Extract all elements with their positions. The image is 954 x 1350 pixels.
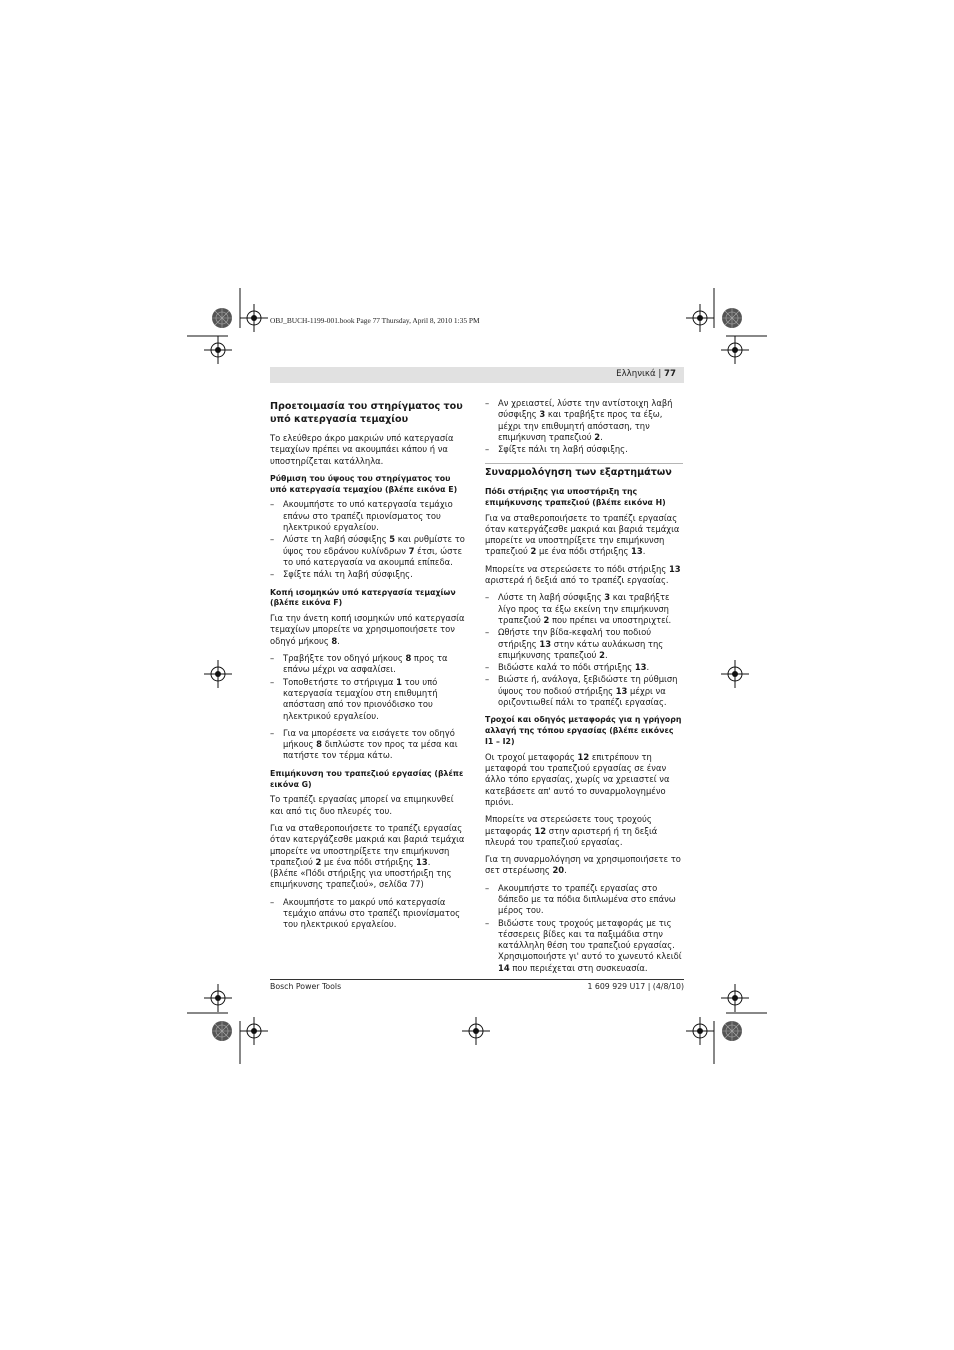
page-header <box>270 367 684 383</box>
header-separator: | <box>658 369 662 379</box>
paragraph: Μπορείτε να στερεώσετε το πόδι στήριξης 13 αριστερά ή δεξιά από το τραπέζι εργασίας. <box>485 563 681 586</box>
paragraph: Οι τροχοί μεταφοράς 12 επιτρέπουν τη μεταφορά του τραπεζιού εργασίας σε έναν άλλο τόπο εργασίας, χωρίς να χρειαστεί να κατεβάσετε απ' αυτό το συναρμολογημένο πριόνι. <box>485 751 670 807</box>
list-item: – Λύστε τη λαβή σύσφιξης 5 και ρυθμίστε το ύψος του εδράνου κυλίνδρων 7 έτσι, ώστε το υπό κατεργασία να ακουμπά επίπεδα. <box>270 534 468 568</box>
print-info: OBJ_BUCH-1199-001.book Page 77 Thursday, April 8, 2010 1:35 PM <box>270 316 480 325</box>
subsection-title: Πόδι στήριξης για υποστήριξη της επιμήκυνσης τραπεζιού (βλέπε εικόνα H) <box>485 486 666 507</box>
paragraph: Μπορείτε να στερεώσετε τους τροχούς μεταφοράς 12 στην αριστερή ή τη δεξιά πλευρά του τραπεζιού εργασίας. <box>485 814 658 847</box>
list-item: – Ωθήστε την βίδα-κεφαλή του ποδιού στήριξης 13 στην κάτω αυλάκωση της επιμήκυνσης τραπεζιού 2. <box>485 627 683 661</box>
subsection-title: Επιμήκυνση του τραπεζιού εργασίας (βλέπε εικόνα G) <box>270 768 464 789</box>
bullet-list <box>485 883 683 974</box>
right-column <box>485 398 683 980</box>
list-item: – Βιδώστε τους τροχούς μεταφοράς με τις τέσσερεις βίδες και τα παξιμάδια στην κατάλληλη θέση του τραπεζιού εργασίας. Χρησιμοποιήστε γι' αυτό το χωνευτό κλειδί 14 που περιέχεται στη συσκευασία. <box>485 918 683 974</box>
list-item: – Βιώστε ή, ανάλογα, ξεβιδώστε τη ρύθμιση ύψους του ποδιού στήριξης 13 μέχρι να οριζοντιωθεί πάλι το τραπέζι εργασίας. <box>485 674 683 708</box>
subsection-title: Τροχοί και οδηγός μεταφοράς για η γρήγορη αλλαγή της τόπου εργασίας (βλέπε εικόνες I1 – I2) <box>485 715 682 746</box>
list-item: – Σφίξτε πάλι τη λαβή σύσφιξης. <box>485 444 683 455</box>
subsection-title: Ρύθμιση του ύψους του στηρίγματος του υπό κατεργασία τεμαχίου (βλέπε εικόνα E) <box>270 473 458 494</box>
header-text <box>616 369 676 379</box>
paragraph: Το ελεύθερο άκρο μακριών υπό κατεργασία τεμαχίων πρέπει να ακουμπάει κάπου ή να υποστηρίζεται κατάλληλα. <box>270 433 454 466</box>
list-item: – Τραβήξτε τον οδηγό μήκους 8 προς τα επάνω μέχρι να ασφαλίσει. <box>270 653 468 676</box>
section-title: Προετοιμασία του στηρίγματος του υπό κατεργασία τεμαχίου <box>270 401 463 425</box>
list-item: – Ακουμπήστε το υπό κατεργασία τεμάχιο επάνω στο τραπέζι πριονίσματος του ηλεκτρικού εργαλείου. <box>270 499 468 533</box>
left-column <box>270 401 468 937</box>
footer-doc-number: 1 609 929 U17 | (4/8/10) <box>587 982 684 991</box>
footer-brand: Bosch Power Tools <box>270 982 342 991</box>
list-item: – Λύστε τη λαβή σύσφιξης 3 και τραβήξτε λίγο προς τα έξω εκείνη την επιμήκυνση τραπεζιού 2 που πρέπει να υποστηριχτεί. <box>485 592 683 626</box>
list-item: – Βιδώστε καλά το πόδι στήριξης 13. <box>485 662 683 673</box>
paragraph: Για να σταθεροποιήσετε το τραπέζι εργασίας όταν κατεργάζεσθε μακριά και βαριά τεμάχια μπορείτε να υποστηρίξετε την επιμήκυνση τραπεζιού 2 με ένα πόδι στήριξης 13. (βλέπε «Πόδι στήριξης για υποστήριξη της επιμήκυνσης τραπεζιού», σελίδα 77) <box>270 822 465 890</box>
section-title: Συναρμολόγηση των εξαρτημάτων <box>485 463 683 480</box>
list-item: – Ακουμπήστε το τραπέζι εργασίας στο δάπεδο με τα πόδια διπλωμένα στο επάνω μέρος του. <box>485 883 683 917</box>
bullet-list <box>270 499 468 580</box>
paragraph: Το τραπέζι εργασίας μπορεί να επιμηκυνθεί και από τις δυο πλευρές του. <box>270 794 454 816</box>
bullet-list <box>270 653 468 762</box>
list-item: – Για να μπορέσετε να εισάγετε τον οδηγό μήκους 8 διπλώστε τον προς τα μέσα και πατήστε τον τέρμα κάτω. <box>270 728 468 762</box>
page-number: 77 <box>664 369 676 379</box>
list-item: – Ακουμπήστε το μακρύ υπό κατεργασία τεμάχιο απάνω στο τραπέζι πριονίσματος του ηλεκτρικού εργαλείου. <box>270 897 468 931</box>
bullet-list <box>270 897 468 931</box>
paragraph: Για την άνετη κοπή ισομηκών υπό κατεργασία τεμαχίων μπορείτε να χρησιμοποιήσετε τον οδηγό μήκους 8. <box>270 613 465 646</box>
list-item: – Αν χρειαστεί, λύστε την αντίστοιχη λαβή σύσφιξης 3 και τραβήξτε προς τα έξω, μέχρι την επιθυμητή απόσταση, την επιμήκυνση τραπεζιού 2. <box>485 398 683 443</box>
bullet-list <box>485 398 683 455</box>
subsection-title: Κοπή ισομηκών υπό κατεργασία τεμαχίων (βλέπε εικόνα F) <box>270 587 456 608</box>
paragraph: Για να σταθεροποιήσετε το τραπέζι εργασίας όταν κατεργάζεσθε μακριά και βαριά τεμάχια μπορείτε να υποστηρίξετε την επιμήκυνση τραπεζιού 2 με ένα πόδι στήριξης 13. <box>485 512 680 557</box>
paragraph: Για τη συναρμολόγηση να χρησιμοποιήσετε το σετ στερέωσης 20. <box>485 854 681 876</box>
header-language: Ελληνικά <box>616 369 656 379</box>
list-item: – Τοποθετήστε το στήριγμα 1 του υπό κατεργασία τεμαχίου στη επιθυμητή απόσταση από τον πριονόδισκο του ηλεκτρικού εργαλείου. <box>270 677 468 722</box>
list-item: – Σφίξτε πάλι τη λαβή σύσφιξης. <box>270 569 468 580</box>
bullet-list <box>485 592 683 708</box>
footer-rule <box>270 979 684 980</box>
